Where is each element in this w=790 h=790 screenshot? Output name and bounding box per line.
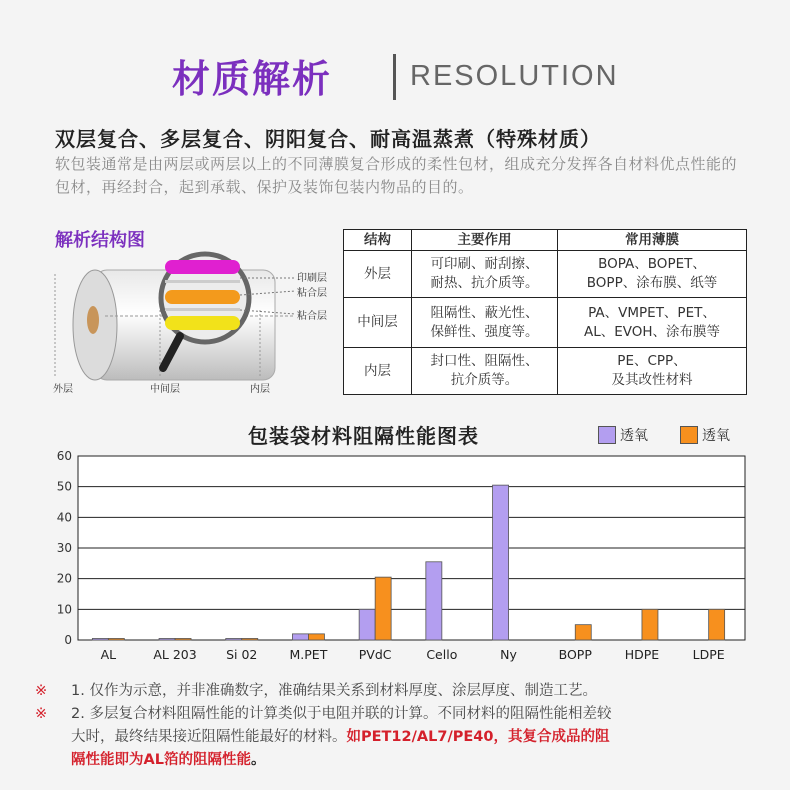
x-tick-label: M.PET [289,647,328,662]
note-text: 大时，最终结果接近阻隔性能最好的材料。 [71,729,347,745]
y-tick-label: 30 [56,541,72,555]
layer-table [343,229,747,395]
bar-purple [226,638,242,640]
y-tick-label: 0 [64,633,72,647]
label-outer: 外层 [53,384,73,395]
note-text: 1. 仅作为示意，并非准确数字，准确结果关系到材料厚度、涂层厚度、制造工艺。 [71,683,597,699]
x-tick-label: AL [100,647,117,662]
cell-text: 抗介质等。 [450,372,519,388]
note-highlight: 隔性能即为AL箔的阻隔性能 [71,752,251,768]
layer-adhesive-1 [165,280,240,283]
label-inner: 内层 [250,384,270,395]
cell-film [558,298,747,348]
cell-layer: 中间层 [344,298,412,348]
label-adhesive-2: 粘合层 [297,311,327,322]
cell-layer: 内层 [344,348,412,395]
table-row [344,298,747,348]
page-title: 材质解析 [172,57,333,101]
y-tick-label: 50 [56,479,72,494]
y-tick-label: 60 [56,449,72,463]
x-tick-label: AL 203 [153,647,197,662]
note-1 [35,680,765,703]
bar-orange [108,638,124,640]
bar-orange [175,638,191,640]
bar-purple [159,638,175,640]
note-highlight: 如PET12/AL7/PE40，其复合成品的阻 [346,729,610,745]
y-tick-label: 10 [56,602,72,617]
col-header-structure: 结构 [344,230,412,251]
cell-text: AL、EVOH、涂布膜等 [583,323,721,340]
bar-orange [242,638,258,640]
cell-role [412,251,558,298]
table-header-row [344,230,747,251]
cell-layer: 外层 [344,251,412,298]
x-tick-label: Cello [426,647,458,662]
cell-role [412,298,558,348]
cell-text: PA、VMPET、PET、 [588,304,716,321]
bar-orange [308,634,324,640]
note-mark-icon: ※ [35,683,48,699]
x-axis-labels [101,647,725,662]
x-tick-label: Si 02 [226,647,258,662]
cell-film [558,348,747,395]
bar-orange [709,609,725,640]
barrier-chart [0,440,790,670]
title-divider [393,54,396,100]
bar-orange [642,609,658,640]
x-tick-label: BOPP [558,647,592,662]
x-tick-label: HDPE [624,647,660,662]
bar-purple [359,609,375,640]
layer-inner [165,316,240,330]
x-tick-label: LDPE [692,647,725,662]
y-axis-labels [57,449,72,647]
x-tick-label: PVdC [358,647,392,662]
cell-text: BOPP、涂布膜、纸等 [586,275,718,291]
y-tick-label: 40 [56,510,72,525]
layer-print [165,260,240,274]
cell-film [558,251,747,298]
col-header-film: 常用薄膜 [558,230,747,251]
layer-middle [165,290,240,304]
cell-text: 保鲜性、强度等。 [430,323,539,340]
subtitle: 双层复合、多层复合、阴阳复合、耐高温蒸煮（特殊材质） [55,127,601,151]
header [0,48,790,108]
page-title-en: RESOLUTION [410,60,619,92]
legend-label: 透氧 [620,428,648,444]
label-print-layer: 印刷层 [297,273,327,284]
cell-role [412,348,558,395]
bar-purple [292,634,308,640]
legend-label: 透氧 [702,428,730,444]
cell-text: 耐热、抗介质等。 [430,275,539,291]
label-middle: 中间层 [150,384,180,395]
cell-text: 阻隔性、蔽光性、 [430,304,539,321]
bar-orange [575,625,591,640]
bar-purple [92,638,108,640]
structure-diagram [45,250,345,400]
cell-text: 及其改性材料 [611,372,693,388]
note-2 [35,703,765,772]
note-text: 2. 多层复合材料阻隔性能的计算类似于电阻并联的计算。不同材料的阻隔性能相差较 [71,706,612,722]
col-header-role: 主要作用 [412,230,558,251]
note-text-end: 。 [250,752,266,768]
y-tick-label: 20 [56,571,72,586]
bar-purple [493,485,509,640]
label-adhesive-1: 粘合层 [297,288,327,299]
table-row [344,251,747,298]
cell-text: 封口性、阻隔性、 [430,353,539,369]
cell-text: 可印刷、耐刮擦、 [430,256,539,272]
cell-text: BOPA、BOPET、 [598,256,706,272]
bar-orange [375,577,391,640]
layer-adhesive-2 [165,308,240,311]
note-mark-icon: ※ [35,706,48,722]
structure-title: 解析结构图 [55,230,145,251]
description: 软包装通常是由两层或两层以上的不同薄膜复合形成的柔性包材，组成充分发挥各自材料优点性能的包材，再经封合，起到承载、保护及装饰包装内物品的目的。 [55,155,738,196]
x-tick-label: Ny [500,647,517,662]
bar-purple [426,562,442,640]
notes [35,680,765,772]
cell-text: PE、CPP、 [617,353,687,369]
chart-title: 包装袋材料阻隔性能图表 [248,424,479,448]
roll-core [87,306,99,334]
table-row [344,348,747,395]
